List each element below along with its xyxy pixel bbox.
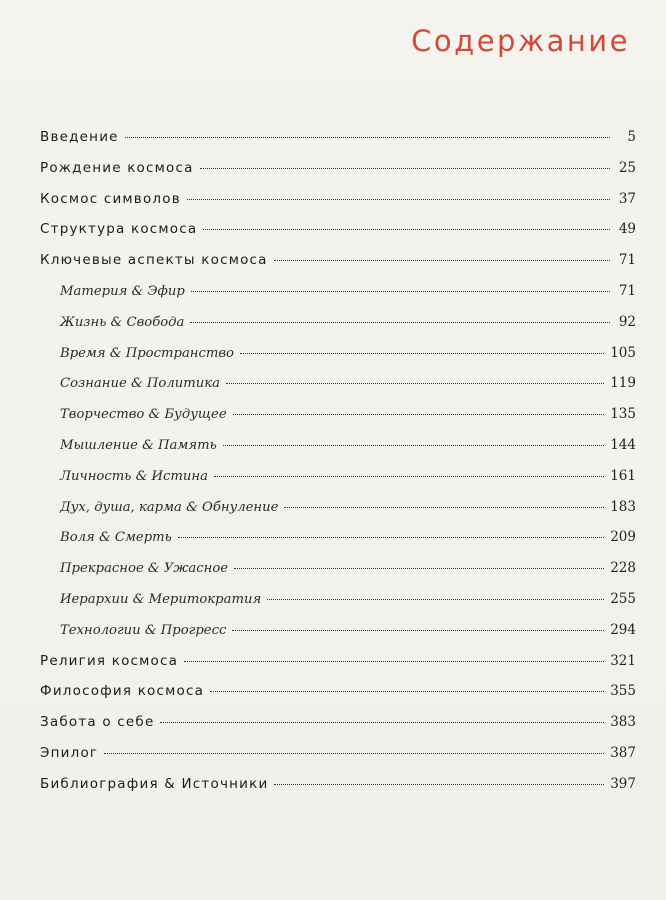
toc-section-entry[interactable] bbox=[40, 122, 636, 153]
toc-subsection-entry[interactable] bbox=[40, 399, 636, 430]
dot-leader bbox=[125, 137, 610, 138]
toc-subsection-entry[interactable] bbox=[40, 307, 636, 338]
toc-section-entry[interactable] bbox=[40, 738, 636, 769]
toc-entry-label: Космос символов bbox=[40, 190, 181, 207]
toc-entry-label: Структура космоса bbox=[40, 221, 198, 238]
toc-entry-label: Время & Пространство bbox=[60, 345, 234, 361]
dot-leader bbox=[210, 691, 604, 692]
toc-entry-label: Сознание & Политика bbox=[60, 376, 220, 392]
toc-entry-label: Введение bbox=[40, 129, 119, 145]
toc-section-entry[interactable] bbox=[40, 676, 636, 707]
dot-leader bbox=[284, 507, 604, 508]
toc-subsection-entry[interactable] bbox=[40, 492, 636, 523]
toc-entry-label: Мышление & Память bbox=[60, 437, 217, 453]
toc-section-entry[interactable] bbox=[40, 153, 636, 184]
toc-section-entry[interactable] bbox=[40, 646, 636, 677]
dot-leader bbox=[274, 260, 610, 261]
toc-page-number: 209 bbox=[610, 529, 636, 546]
dot-leader bbox=[203, 229, 610, 230]
toc-subsection-entry[interactable] bbox=[40, 553, 636, 584]
toc-page-number: 5 bbox=[627, 129, 636, 145]
table-of-contents bbox=[40, 122, 636, 800]
toc-page-number: 383 bbox=[610, 714, 636, 731]
toc-page-number: 135 bbox=[610, 406, 636, 423]
toc-entry-label: Личность & Истина bbox=[60, 468, 208, 484]
dot-leader bbox=[104, 753, 604, 754]
toc-entry-label: Творчество & Будущее bbox=[60, 407, 227, 423]
toc-page-number: 37 bbox=[618, 190, 636, 207]
toc-page-number: 228 bbox=[610, 560, 636, 577]
toc-entry-label: Воля & Смерть bbox=[60, 530, 172, 546]
toc-page-number: 397 bbox=[610, 775, 636, 792]
dot-leader bbox=[226, 383, 604, 384]
toc-page-number: 255 bbox=[610, 590, 636, 607]
toc-entry-label: Рождение космоса bbox=[40, 159, 194, 176]
dot-leader bbox=[184, 661, 604, 662]
toc-entry-label: Эпилог bbox=[40, 744, 99, 761]
dot-leader bbox=[160, 722, 604, 723]
toc-section-entry[interactable] bbox=[40, 214, 636, 245]
toc-entry-label: Жизнь & Свобода bbox=[60, 314, 185, 330]
toc-subsection-entry[interactable] bbox=[40, 522, 636, 553]
toc-page-number: 25 bbox=[618, 159, 636, 176]
toc-page-number: 71 bbox=[618, 282, 636, 299]
toc-page-number: 321 bbox=[610, 652, 636, 669]
dot-leader bbox=[200, 168, 610, 169]
toc-page-number: 49 bbox=[618, 221, 636, 238]
toc-page-number: 355 bbox=[610, 683, 636, 700]
toc-subsection-entry[interactable] bbox=[40, 276, 636, 307]
toc-entry-label: Философия космоса bbox=[40, 683, 205, 700]
dot-leader bbox=[178, 537, 604, 538]
toc-subsection-entry[interactable] bbox=[40, 461, 636, 492]
toc-entry-label: Забота о себе bbox=[40, 714, 155, 731]
toc-page-number: 183 bbox=[610, 498, 636, 515]
toc-page-number: 119 bbox=[610, 375, 636, 392]
toc-section-entry[interactable] bbox=[40, 707, 636, 738]
dot-leader bbox=[240, 353, 604, 354]
toc-entry-label: Иерархии & Меритократия bbox=[60, 591, 262, 607]
dot-leader bbox=[214, 476, 604, 477]
toc-entry-label: Технологии & Прогресс bbox=[60, 622, 227, 638]
dot-leader bbox=[191, 291, 610, 292]
toc-entry-label: Религия космоса bbox=[40, 652, 179, 669]
toc-entry-label: Ключевые аспекты космоса bbox=[40, 252, 268, 269]
dot-leader bbox=[232, 630, 604, 631]
toc-page-number: 105 bbox=[610, 344, 636, 361]
page-title: Содержание bbox=[411, 24, 630, 58]
toc-entry-label: Материя & Эфир bbox=[60, 283, 185, 299]
dot-leader bbox=[233, 414, 605, 415]
dot-leader bbox=[234, 568, 604, 569]
dot-leader bbox=[274, 784, 604, 785]
toc-page-number: 71 bbox=[618, 252, 636, 269]
toc-entry-label: Библиография & Источники bbox=[40, 775, 269, 792]
toc-section-entry[interactable] bbox=[40, 184, 636, 215]
toc-page-number: 144 bbox=[610, 436, 636, 453]
dot-leader bbox=[267, 599, 604, 600]
toc-subsection-entry[interactable] bbox=[40, 430, 636, 461]
toc-subsection-entry[interactable] bbox=[40, 368, 636, 399]
toc-subsection-entry[interactable] bbox=[40, 615, 636, 646]
toc-page-number: 161 bbox=[610, 467, 636, 484]
toc-page-number: 92 bbox=[618, 313, 636, 330]
toc-section-entry[interactable] bbox=[40, 769, 636, 800]
dot-leader bbox=[223, 445, 604, 446]
toc-section-entry[interactable] bbox=[40, 245, 636, 276]
dot-leader bbox=[187, 199, 610, 200]
toc-entry-label: Прекрасное & Ужасное bbox=[60, 561, 229, 577]
toc-subsection-entry[interactable] bbox=[40, 338, 636, 369]
toc-page-number: 387 bbox=[610, 744, 636, 761]
toc-subsection-entry[interactable] bbox=[40, 584, 636, 615]
toc-page-number: 294 bbox=[610, 621, 636, 638]
dot-leader bbox=[190, 322, 610, 323]
toc-entry-label: Дух, душа, карма & Обнуление bbox=[60, 499, 279, 515]
